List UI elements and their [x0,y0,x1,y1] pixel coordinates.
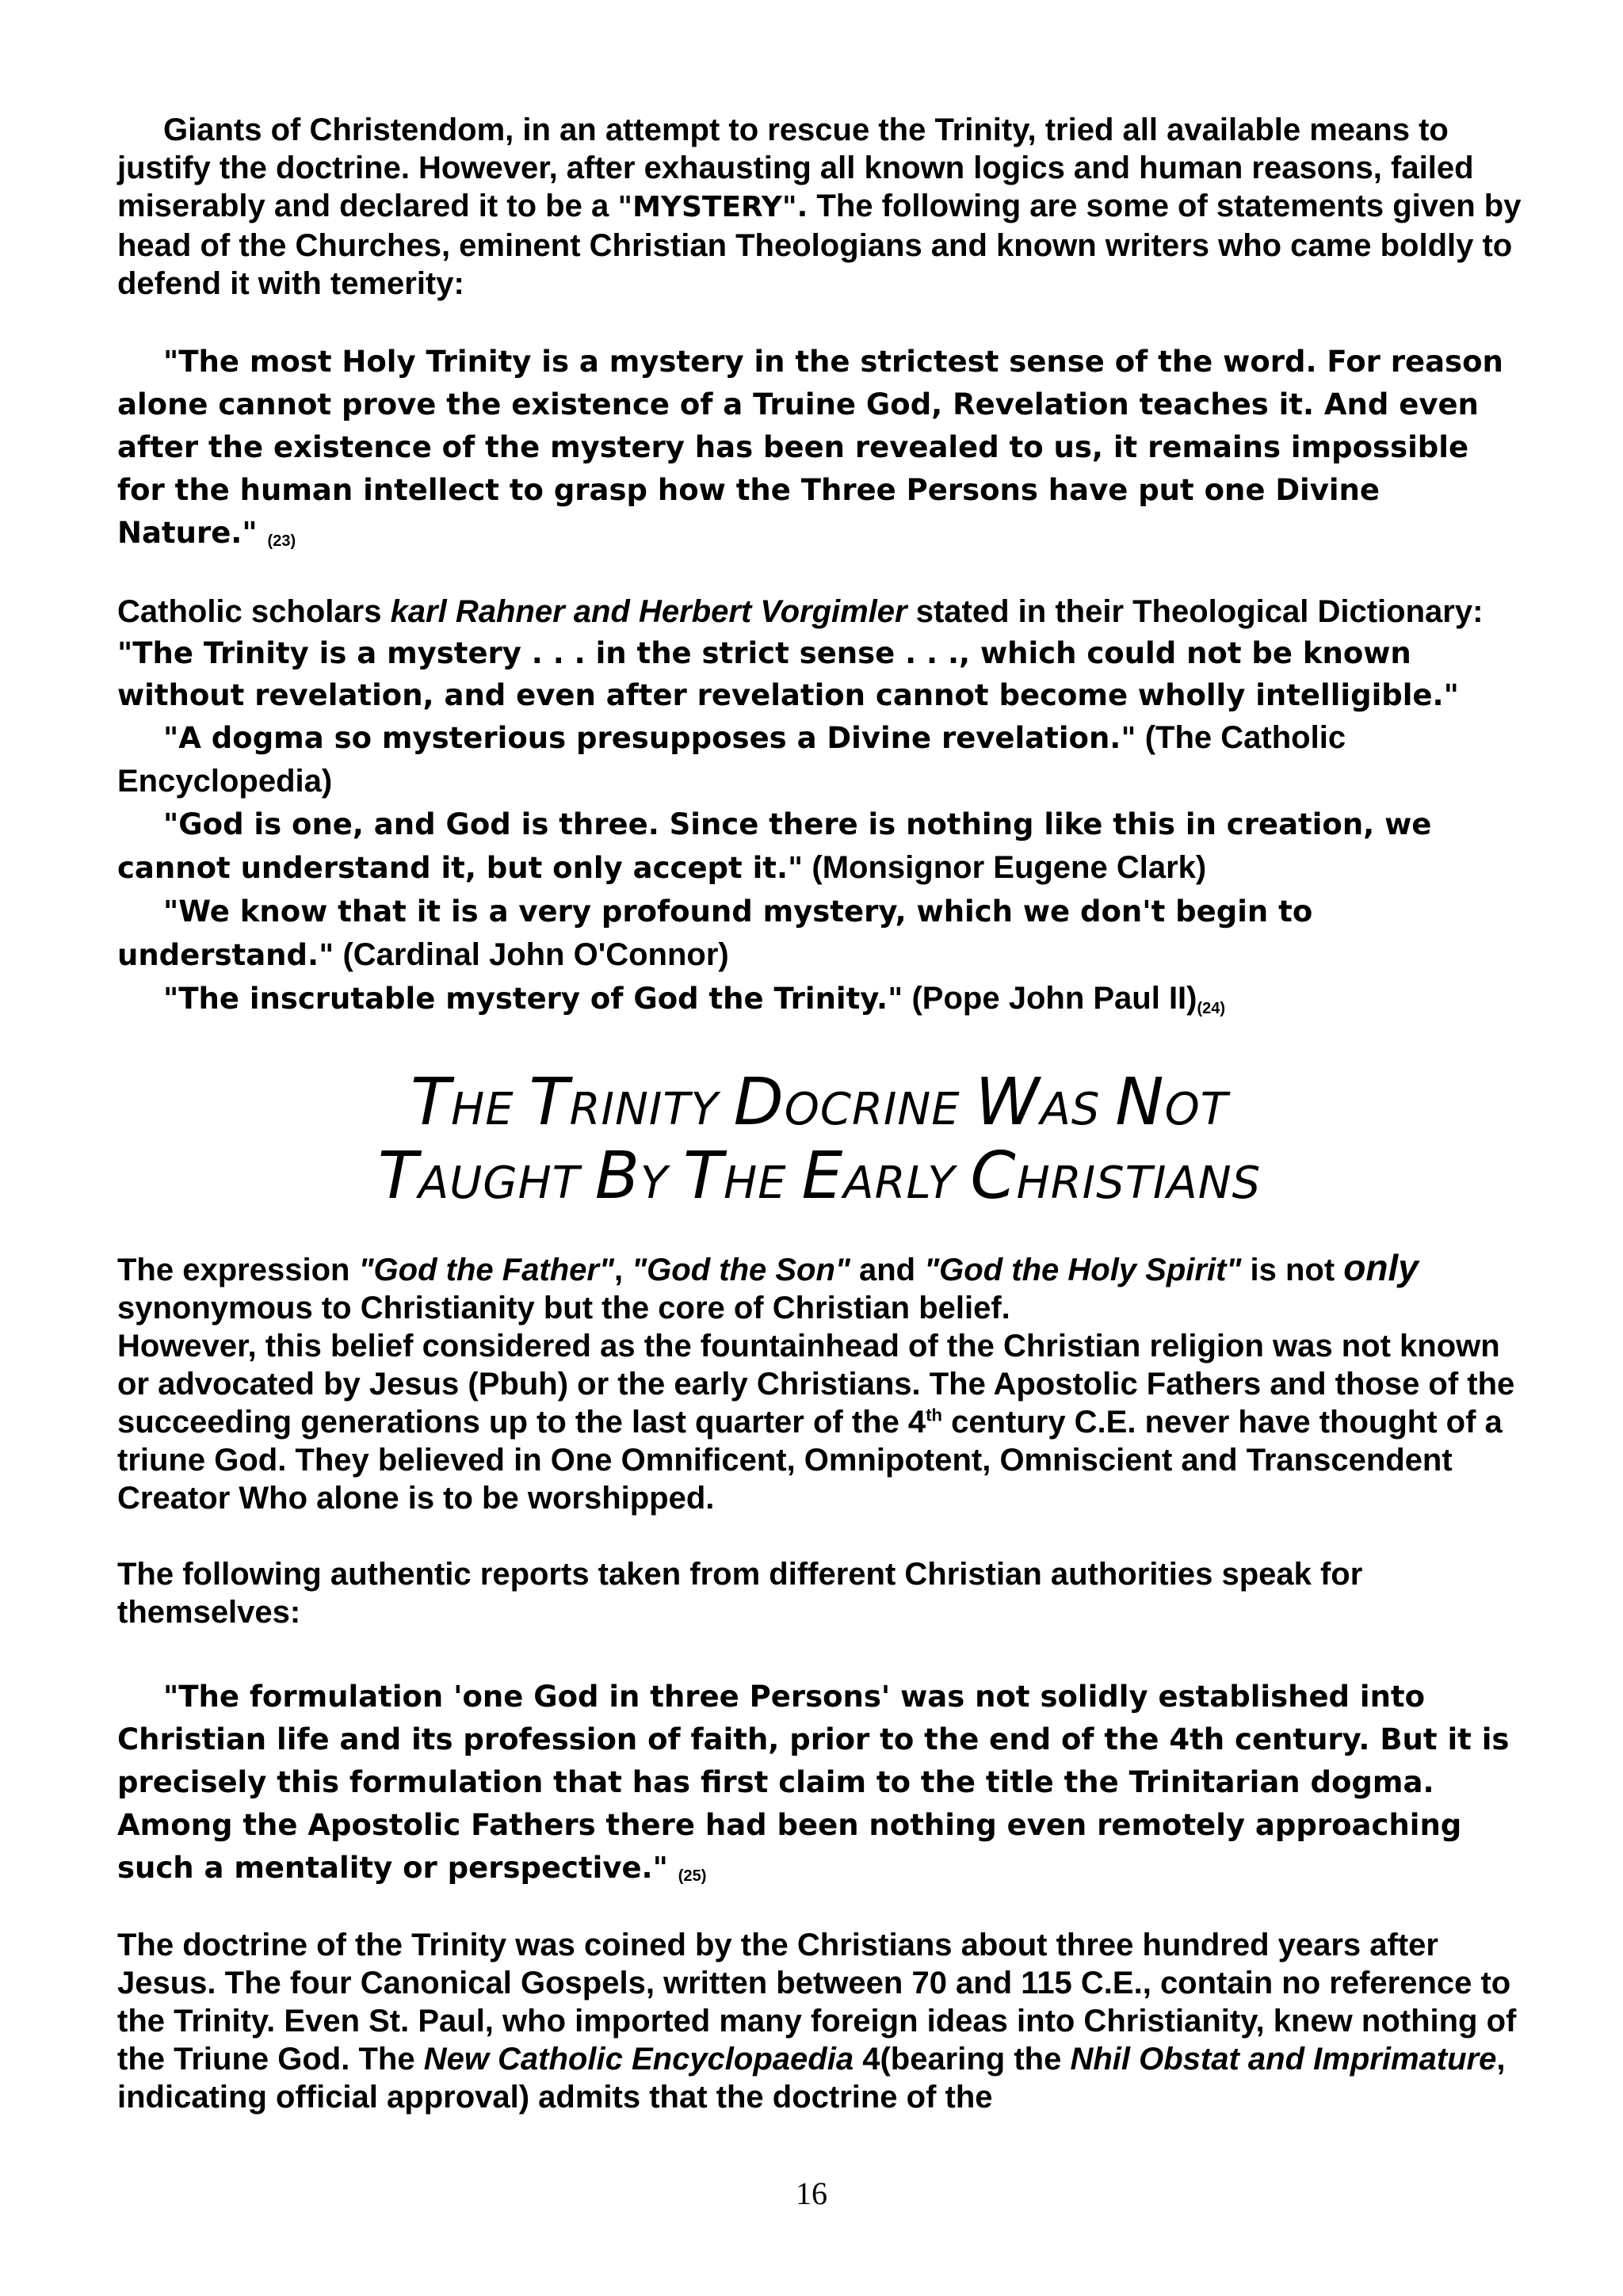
heading-line-2: TAUGHT BY THE EARLY CHRISTIANS [377,1138,1262,1214]
heading-line-1: THE TRINITY DOCRINE WAS NOT [411,1065,1228,1140]
quote-catholic-encyclopedia: "A dogma so mysterious presupposes a Divine revelation." (The Catholic Encyclopedia) [117,720,1346,799]
authentic-reports-paragraph: The following authentic reports taken from different Christian authorities speak for themselves: [117,1557,1363,1630]
expression-paragraph: The expression "God the Father", "God the Son" and "God the Holy Spirit" is not only synonymous to Christianity but the core of Christian belief. [117,1247,1419,1325]
block-quote-25: "The formulation 'one God in three Persons' was not solidly established into Christian life and its profession of faith, prior to the end of the 4th century. But it is precisely this formulation that has first claim to the title the Trinitarian dogma. Among the Apostolic Fathers there had been nothing even remotely approaching such a mentality or perspective." (25) [117,1680,1510,1885]
page-body [117,111,1522,2116]
block-quote-23: "The most Holy Trinity is a mystery in the strictest sense of the word. For reason alone cannot prove the existence of a Truine God, Revelation teaches it. And even after the existence of the mystery has been revealed to us, it remains impossible for the human intellect to grasp how the Three Persons have put one Divine Nature." (23) [117,345,1503,550]
page-number: 16 [796,2176,827,2211]
section-heading [117,1065,1522,1217]
rahner-paragraph: Catholic scholars karl Rahner and Herbert Vorgimler stated in their Theological Dictionary: "The Trinity is a mystery . . . in the strict sense . . ., which could not be known without revelation, and even after revelation cannot become wholly intelligible." [117,594,1484,712]
however-paragraph: However, this belief considered as the fountainhead of the Christian religion was not known or advocated by Jesus (Pbuh) or the early Christians. The Apostolic Fathers and those of the succeeding generations up to the last quarter of the 4th century C.E. never have thought of a triune God. They believed in One Omnificent, Omnipotent, Omniscient and Transcendent Creator Who alone is to be worshipped. [117,1329,1515,1516]
quote-john-oconnor: "We know that it is a very profound mystery, which we don't begin to understand." (Cardinal John O'Connor) [117,894,1313,972]
intro-paragraph: Giants of Christendom, in an attempt to rescue the Trinity, tried all available means to justify the doctrine. However, after exhausting all known logics and human reasons, failed miserably and declared it to be a "MYSTERY". The following are some of statements given by head of the Churches, eminent Christian Theologians and known writers who came boldly to defend it with temerity: [117,113,1522,301]
footnote-ref-24: (24) [1197,1000,1226,1017]
doctrine-paragraph: The doctrine of the Trinity was coined by the Christians about three hundred years after Jesus. The four Canonical Gospels, written between 70 and 115 C.E., contain no reference to the Trinity. Even St. Paul, who imported many foreign ideas into Christianity, knew nothing of the Triune God. The New Catholic Encyclopaedia 4(bearing the Nhil Obstat and Imprimature, indicating official approval) admits that the doctrine of the [117,1928,1517,2115]
mystery-word: "MYSTERY". [617,191,808,223]
rahner-quote: "The Trinity is a mystery . . . in the strict sense . . ., which could not be known without revelation, and even after revelation cannot become wholly intelligible." [117,636,1459,712]
quote-john-paul-ii: "The inscrutable mystery of God the Trinity." (Pope John Paul II)(24) [163,981,1226,1017]
footnote-ref-25: (25) [678,1867,707,1885]
footnote-ref-23: (23) [267,532,296,550]
quote-eugene-clark: "God is one, and God is three. Since there is nothing like this in creation, we cannot understand it, but only accept it." (Monsignor Eugene Clark) [117,807,1432,885]
